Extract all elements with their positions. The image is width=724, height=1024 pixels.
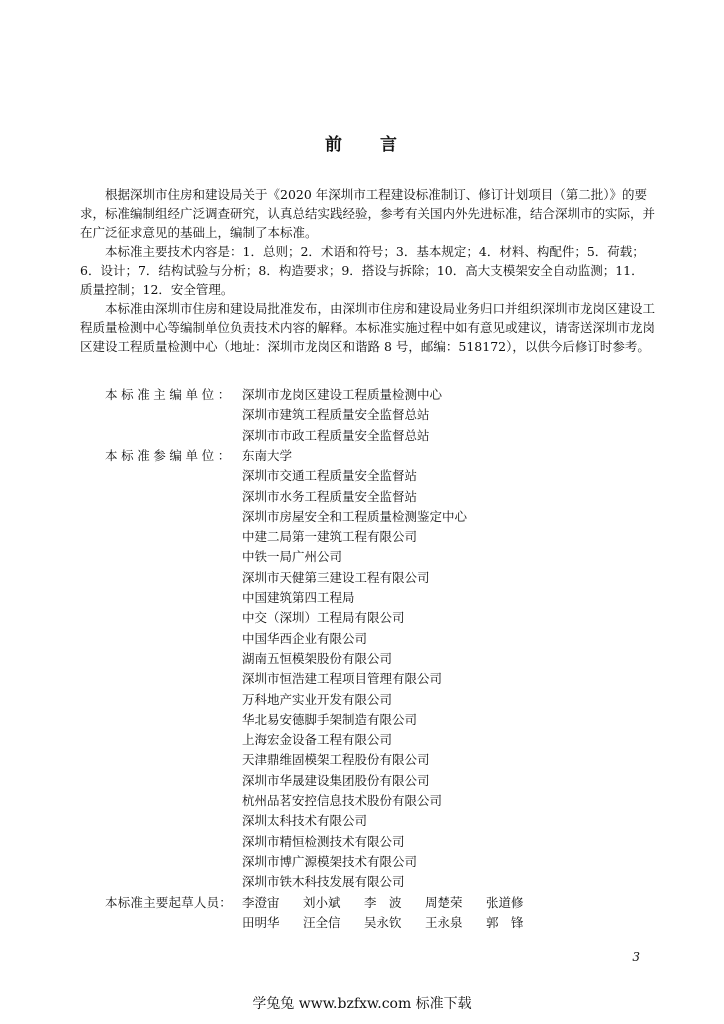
drafter-name: 田明华 [242,914,280,930]
unit-name: 天津鼎维固模架工程股份有限公司 [242,752,430,768]
unit-name: 中交（深圳）工程局有限公司 [242,610,405,626]
drafter-name: 李澄宙 [242,894,280,910]
drafter-name: 张道修 [486,894,524,910]
drafter-name: 刘小斌 [303,894,341,910]
preface-body [80,185,655,356]
unit-name: 中建二局第一建筑工程有限公司 [242,529,418,545]
unit-name: 东南大学 [242,447,293,463]
drafter-name: 李 波 [364,894,402,910]
preface-paragraph-3: 本标准由深圳市住房和建设局批准发布，由深圳市住房和建设局业务归口并组织深圳市龙岗区建设工程质量检测中心等编制单位负责技术内容的解释。本标准实施过程中如有意见或建议，请寄送深圳市龙岗区建设工程质量检测中心（地址：深圳市龙岗区和谐路 8 号，邮编：518172），以供今后修订时参考。 [80,301,656,354]
unit-name: 深圳太科技术有限公司 [242,813,368,829]
drafters-label: 本标准主要起草人员： [105,894,233,910]
unit-name: 万科地产实业开发有限公司 [242,691,393,707]
page-title-part2: 言 [380,135,399,155]
unit-name: 中国华西企业有限公司 [242,630,368,646]
unit-name: 深圳市市政工程质量安全监督总站 [242,427,430,443]
drafter-names [242,913,547,931]
unit-name: 深圳市天健第三建设工程有限公司 [242,569,430,585]
unit-name: 深圳市交通工程质量安全监督站 [242,468,418,484]
unit-name: 深圳市水务工程质量安全监督站 [242,488,418,504]
unit-name: 深圳市铁木科技发展有限公司 [242,874,405,890]
unit-role-label: 本标准参编单位： [105,447,234,463]
footer-watermark: 学兔兔 www.bzfxw.com 标准下载 [252,996,472,1012]
page-title-part1: 前 [325,135,344,155]
unit-name: 湖南五恒模架股份有限公司 [242,650,393,666]
unit-name: 深圳市华晟建设集团股份有限公司 [242,772,430,788]
unit-name: 深圳市精恒检测技术有限公司 [242,833,405,849]
unit-name: 华北易安德脚手架制造有限公司 [242,711,418,727]
page-number: 3 [632,950,640,964]
drafter-name: 王永泉 [425,914,463,930]
preface-paragraph-1: 根据深圳市住房和建设局关于《2020 年深圳市工程建设标准制订、修订计划项目（第二批）》的要求，标准编制组经广泛调查研究，认真总结实践经验，参考有关国内外先进标准，结合深圳市的实际，并在广泛征求意见的基础上，编制了本标准。 [80,187,656,240]
unit-name: 深圳市博广源模架技术有限公司 [242,853,418,869]
preface-paragraph-2: 本标准主要技术内容是：1．总则；2．术语和符号；3．基本规定；4．材料、构配件；5．荷载；6．设计；7．结构试验与分析；8．构造要求；9．搭设与拆除；10．高大支模架安全自动监测；11．质量控制；12．安全管理。 [80,244,645,297]
unit-name: 深圳市龙岗区建设工程质量检测中心 [242,387,443,402]
drafter-name: 郭 锋 [486,914,524,930]
unit-name: 中铁一局广州公司 [242,549,343,565]
unit-name: 杭州品茗安控信息技术股份有限公司 [242,793,443,808]
unit-role-label: 本标准主编单位： [105,387,234,402]
drafter-name: 周楚荣 [425,894,463,910]
unit-name: 深圳市恒浩建工程项目管理有限公司 [242,671,443,687]
page-title [0,130,724,155]
unit-name: 上海宏金设备工程有限公司 [242,732,393,748]
unit-name: 中国建筑第四工程局 [242,590,355,605]
drafter-names [242,893,547,911]
drafter-name: 汪全信 [303,914,341,930]
unit-name: 深圳市房屋安全和工程质量检测鉴定中心 [242,508,468,524]
unit-name: 深圳市建筑工程质量安全监督总站 [242,407,430,423]
drafter-name: 吴永钦 [364,914,402,930]
